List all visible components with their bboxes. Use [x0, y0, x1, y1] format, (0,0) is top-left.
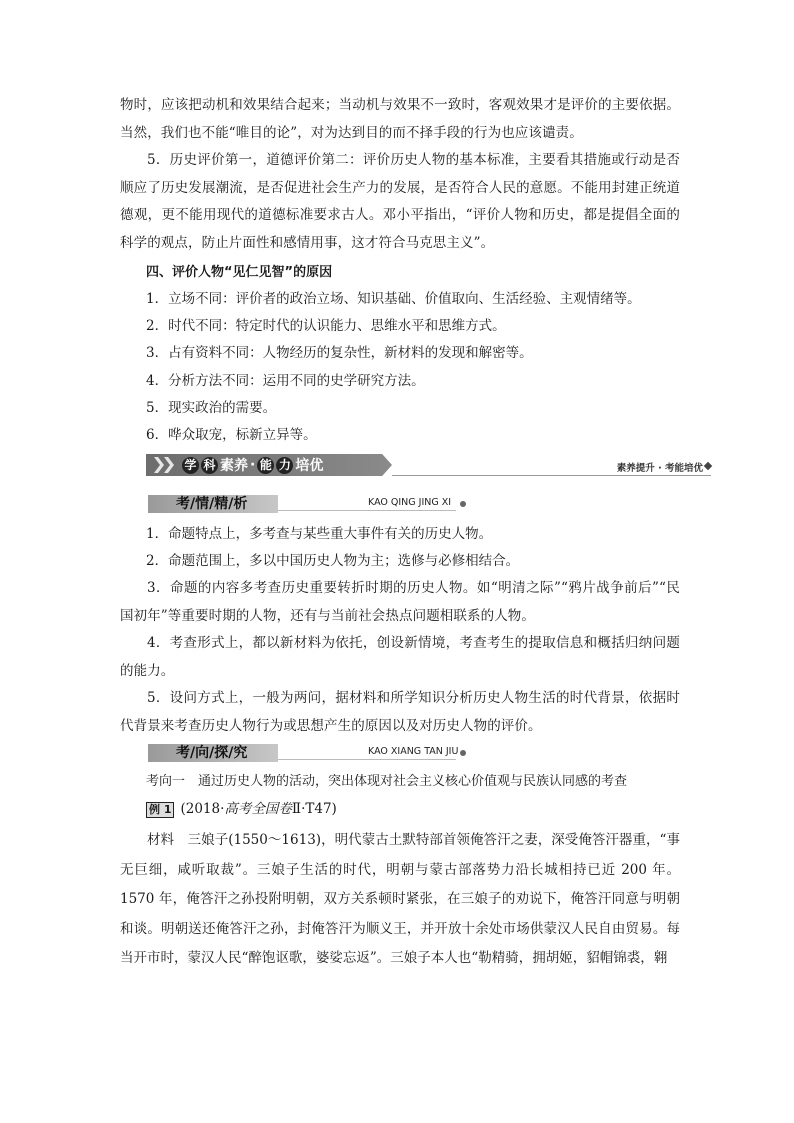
example-source	[146, 799, 337, 819]
analysis-item: 1．命题特点上，多考查与某些重大事件有关的历史人物。	[146, 526, 493, 542]
reason-item: 1．立场不同：评价者的政治立场、知识基础、价值取向、生活经验、主观情绪等。	[146, 291, 641, 307]
analysis-item: 2．命题范围上，多以中国历史人物为主；选修与必修相结合。	[146, 553, 520, 569]
dot-icon	[460, 750, 466, 756]
tag-pinyin: KAO XIANG TAN JIU	[368, 746, 459, 757]
section-4-heading: 四、评价人物“见仁见智”的原因	[146, 265, 333, 280]
reason-item: 4．分析方法不同：运用不同的史学研究方法。	[146, 373, 425, 389]
dot-icon	[460, 501, 466, 507]
banner-rule	[392, 475, 711, 476]
banner-subtitle: 素养提升 · 考能培优	[616, 463, 703, 474]
point-5-paragraph: 5．历史评价第一，道德评价第二：评价历史人物的基本标准，主要看其措施或行动是否顺应了历史发展潮流，是否促进社会生产力的发展，是否符合人民的意愿。不能用封建正统道德观，更不能用现代的道德标准要求古人。邓小平指出，“评价人物和历史，都是提倡全面的科学的观点，防止片面性和感情用事，这才符合马克思主义”。	[120, 152, 680, 251]
reason-item: 3．占有资料不同：人物经历的复杂性，新材料的发现和解密等。	[146, 345, 533, 361]
banner-char-circle: 学	[182, 457, 199, 474]
subsection-tag-exploration	[148, 744, 466, 762]
diamond-icon	[704, 462, 712, 470]
banner-char-circle: 能	[257, 457, 274, 474]
banner-title	[182, 456, 323, 474]
reason-item: 6．哗众取宠，标新立异等。	[146, 427, 317, 443]
banner-text: 素养	[220, 458, 248, 474]
example-badge: 例 1	[146, 802, 174, 818]
direction-heading: 考向一 通过历史人物的活动，突出体现对社会主义核心价值观与民族认同感的考查	[146, 774, 628, 789]
subsection-tag-analysis	[148, 495, 466, 513]
intro-paragraph: 物时，应该把动机和效果结合起来；当动机与效果不一致时，客观效果才是评价的主要依据。当然，我们也不能“唯目的论”，对为达到目的而不择手段的行为也应该谴责。	[120, 97, 680, 141]
reason-item: 2．时代不同：特定时代的认识能力、思维水平和思维方式。	[146, 318, 506, 334]
tag-line	[278, 759, 456, 760]
banner-char-circle: 力	[276, 457, 293, 474]
banner-text: 培优	[295, 458, 324, 474]
section-banner	[146, 454, 711, 480]
banner-char-circle: 科	[201, 457, 218, 474]
analysis-item: 5．设问方式上，一般为两问，据材料和所学知识分析历史人物生活的时代背景，依据时代背景来考查历史人物行为或思想产生的原因以及对历史人物的评价。	[120, 690, 680, 734]
analysis-item: 4．考查形式上，都以新材料为依托，创设新情境，考查考生的提取信息和概括归纳问题的能力。	[120, 635, 680, 679]
analysis-item: 3．命题的内容多考查历史重要转折时期的历史人物。如“明清之际”“鸦片战争前后”“民国初年”等重要时期的人物，还有与当前社会热点问题相联系的人物。	[120, 580, 680, 624]
tag-pinyin: KAO QING JING XI	[368, 497, 452, 508]
banner-dot: ·	[250, 457, 256, 473]
source-pre: (2018·	[180, 801, 225, 817]
tag-label: 考/情/精/析	[176, 496, 248, 512]
source-italic: 高考全国卷	[224, 801, 292, 817]
reason-item: 5．现实政治的需要。	[146, 400, 277, 416]
source-post: Ⅱ·T47)	[291, 801, 337, 817]
material-paragraph: 材料 三娘子(1550～1613)，明代蒙古土默特部首领俺答汗之妻，深受俺答汗器重，“事无巨细，咸听取裁”。三娘子生活的时代，明朝与蒙古部落势力沿长城相持已近 200 年。1570 年，俺答汗之孙投附明朝，双方关系顿时紧张，在三娘子的劝说下，俺答汗同意与明朝和谈。明朝送还俺答汗之孙，封俺答汗为顺义王，并开放十余处市场供蒙汉人民自由贸易。每当开市时，蒙汉人民“醉饱讴歌，婆娑忘返”。三娘子本人也“勒精骑，拥胡姬，貂帽锦裘，翱	[120, 832, 680, 966]
tag-label: 考/向/探/究	[176, 745, 248, 761]
tag-line	[278, 510, 456, 511]
